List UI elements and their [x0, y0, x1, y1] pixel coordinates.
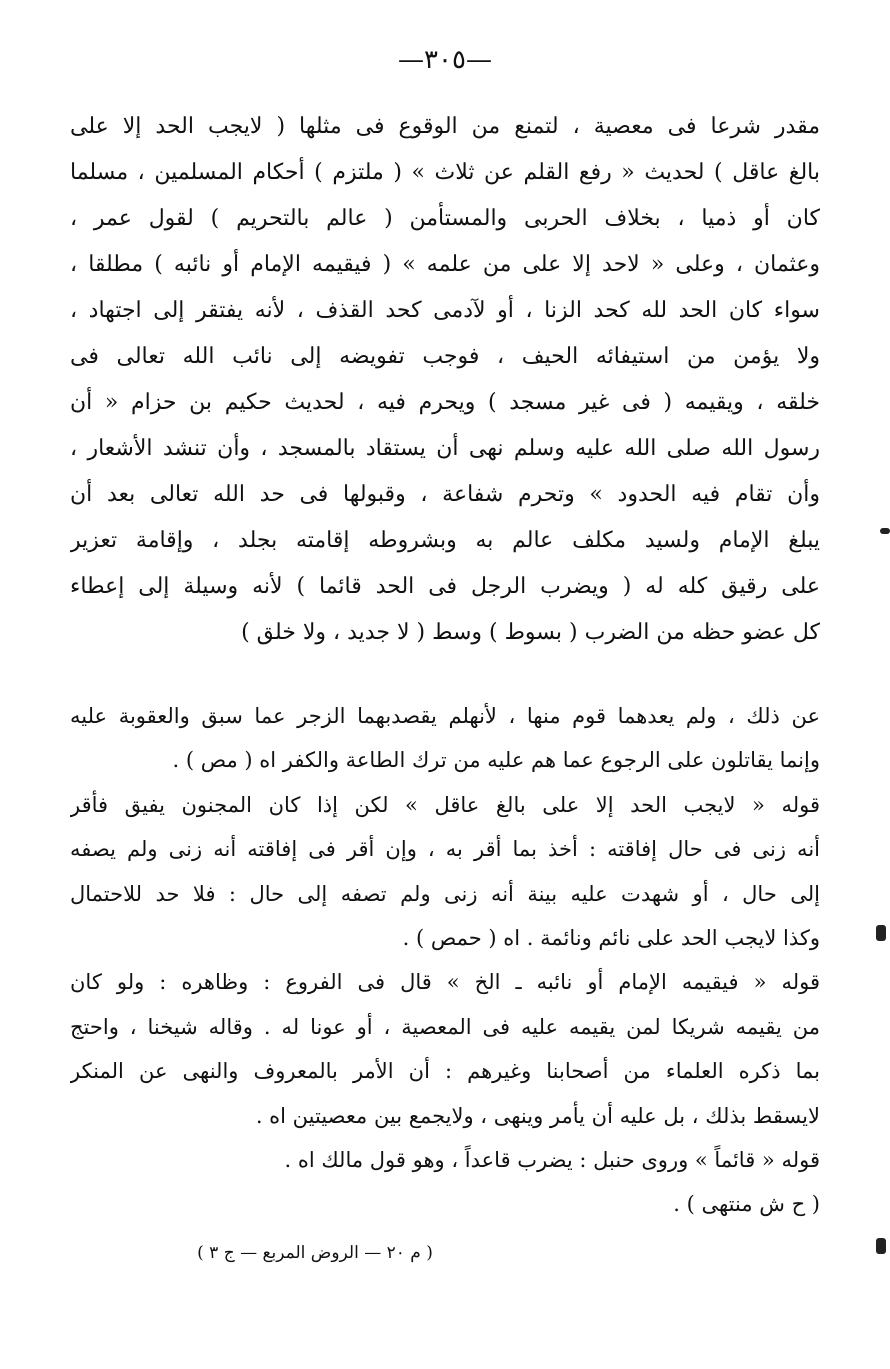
margin-mark: [880, 528, 890, 534]
commentary-line: عن ذلك ، ولم يعدهما قوم منها ، لأنهلم يقصدبهما الزجر عما سبق والعقوبة عليه: [70, 704, 820, 728]
main-text-line: رسول الله صلى الله عليه وسلم نهى أن يستقاد بالمسجد ، وأن تنشد الأشعار ،: [70, 436, 820, 461]
main-text-line: وأن تقام فيه الحدود » وتحرم شفاعة ، وقبولها فى حد الله تعالى بعد أن: [70, 482, 820, 507]
margin-mark: [876, 925, 886, 941]
footer-signature: ( م ٢٠ — الروض المربع — ج ٣ ): [197, 1243, 433, 1263]
commentary-line: ( ح ش منتهى ) .: [673, 1192, 820, 1217]
commentary-line: من يقيمه شريكا لمن يقيمه عليه فى المعصية ، أو عونا له . وقاله شيخنا ، واحتج: [70, 1014, 820, 1039]
commentary-line: قوله « فيقيمه الإمام أو نائبه ـ الخ » قال فى الفروع : وظاهره : ولو كان: [70, 970, 820, 995]
commentary-line: بما ذكره العلماء من أصحابنا وغيرهم : أن الأمر بالمعروف والنهى عن المنكر: [70, 1059, 820, 1084]
main-text-line: كل عضو حظه من الضرب ( بسوط ) وسط ( لا جديد ، ولا خلق ): [241, 620, 820, 645]
commentary-line: وكذا لايجب الحد على نائم ونائمة . اه ( حمص ) .: [402, 925, 820, 950]
main-text-block: [70, 104, 820, 656]
main-text-line: بالغ عاقل ) لحديث « رفع القلم عن ثلاث » ( ملتزم ) أحكام المسلمين ، مسلما: [70, 160, 820, 185]
commentary-line: وإنما يقاتلون على الرجوع عما هم عليه من ترك الطاعة والكفر اه ( مص ) .: [172, 748, 820, 773]
main-text-line: سواء كان الحد لله كحد الزنا ، أو لآدمى كحد القذف ، لأنه يفتقر إلى اجتهاد ،: [70, 298, 820, 323]
main-text-line: مقدر شرعا فى معصية ، لتمنع من الوقوع فى مثلها ( لايجب الحد إلا على: [70, 114, 820, 139]
main-text-line: ولا يؤمن من استيفائه الحيف ، فوجب تفويضه إلى نائب الله تعالى فى: [70, 344, 820, 369]
commentary-line: قوله « لايجب الحد إلا على بالغ عاقل » لكن إذا كان المجنون يفيق فأقر: [70, 792, 820, 817]
main-text-line: وعثمان ، وعلى « لاحد إلا على من علمه » ( فيقيمه الإمام أو نائبه ) مطلقا ،: [70, 252, 820, 277]
main-text-line: يبلغ الإمام ولسيد مكلف عالم به وبشروطه إقامته بجلد ، وإقامة تعزير: [70, 528, 820, 553]
margin-mark: [876, 1238, 886, 1254]
main-text-line: على رقيق كله له ( ويضرب الرجل فى الحد قائما ) لأنه وسيلة إلى إعطاء: [70, 574, 820, 599]
commentary-block: [70, 694, 820, 1227]
commentary-line: قوله « قائماً » وروى حنبل : يضرب قاعداً ، وهو قول مالك اه .: [284, 1147, 820, 1172]
page-number: —٣٠٥—: [398, 45, 492, 75]
main-text-line: كان أو ذميا ، بخلاف الحربى والمستأمن ( عالم بالتحريم ) لقول عمر ،: [70, 206, 820, 231]
main-text-line: خلقه ، ويقيمه ( فى غير مسجد ) ويحرم فيه ، لحديث حكيم بن حزام « أن: [70, 390, 820, 415]
commentary-line: إلى حال ، أو شهدت عليه بينة أنه زنى ولم تصفه إلى حال : فلا حد للاحتمال: [70, 881, 820, 906]
commentary-line: لايسقط بذلك ، بل عليه أن يأمر وينهى ، ولايجمع بين معصيتين اه .: [255, 1103, 820, 1128]
commentary-line: أنه زنى فى حال إفاقته : أخذ بما أقر به ، وإن أقر فى إفاقته أنه زنى ولم يصفه: [70, 837, 820, 862]
